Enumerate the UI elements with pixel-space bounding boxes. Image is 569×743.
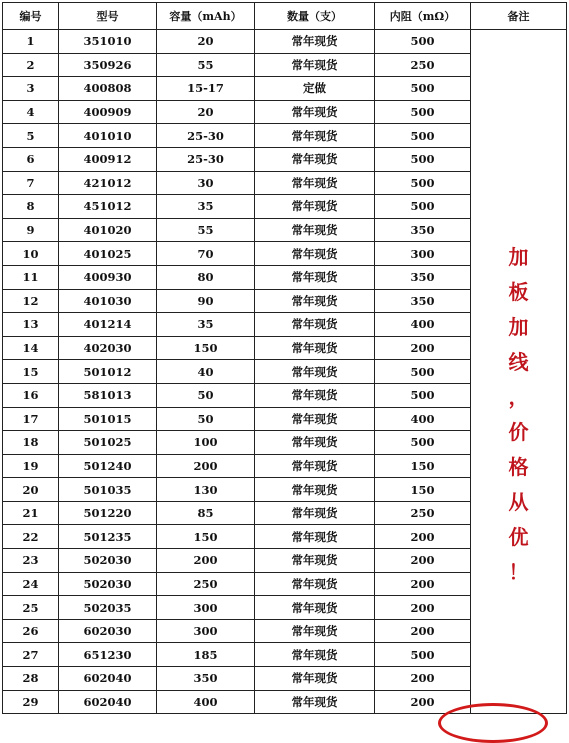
table-body [3, 30, 567, 714]
remark-char: ！ [508, 560, 529, 584]
cell-capacity: 40 [157, 360, 255, 384]
cell-no: 3 [3, 77, 59, 101]
cell-model: 451012 [59, 195, 157, 219]
remark-char: 优 [508, 525, 529, 549]
cell-capacity: 185 [157, 643, 255, 667]
cell-qty: 常年现货 [255, 596, 375, 620]
cell-qty: 常年现货 [255, 431, 375, 455]
cell-qty: 常年现货 [255, 407, 375, 431]
cell-model: 401214 [59, 313, 157, 337]
cell-model: 501012 [59, 360, 157, 384]
cell-qty: 常年现货 [255, 195, 375, 219]
cell-resistance: 500 [375, 171, 471, 195]
cell-qty: 常年现货 [255, 643, 375, 667]
cell-model: 501240 [59, 454, 157, 478]
cell-qty: 常年现货 [255, 360, 375, 384]
header-no: 编号 [3, 3, 59, 30]
remark-char: 价 [508, 420, 529, 444]
cell-capacity: 130 [157, 478, 255, 502]
remark-text [471, 240, 566, 590]
cell-qty: 常年现货 [255, 667, 375, 691]
cell-no: 20 [3, 478, 59, 502]
cell-model: 651230 [59, 643, 157, 667]
cell-qty: 常年现货 [255, 313, 375, 337]
cell-no: 5 [3, 124, 59, 148]
remark-char: 格 [508, 455, 529, 479]
cell-model: 400930 [59, 265, 157, 289]
cell-qty: 定做 [255, 77, 375, 101]
cell-capacity: 80 [157, 265, 255, 289]
cell-resistance: 250 [375, 501, 471, 525]
cell-capacity: 35 [157, 195, 255, 219]
header-capacity: 容量（mAh） [157, 3, 255, 30]
cell-resistance: 200 [375, 619, 471, 643]
cell-resistance: 200 [375, 572, 471, 596]
remark-char: 线 [508, 350, 529, 374]
cell-no: 25 [3, 596, 59, 620]
cell-model: 581013 [59, 383, 157, 407]
cell-capacity: 35 [157, 313, 255, 337]
cell-resistance: 150 [375, 478, 471, 502]
cell-model: 602040 [59, 690, 157, 714]
cell-model: 602040 [59, 667, 157, 691]
cell-capacity: 20 [157, 30, 255, 54]
cell-capacity: 250 [157, 572, 255, 596]
cell-resistance: 200 [375, 525, 471, 549]
cell-capacity: 300 [157, 619, 255, 643]
cell-resistance: 500 [375, 30, 471, 54]
cell-model: 501015 [59, 407, 157, 431]
header-remark: 备注 [471, 3, 567, 30]
cell-model: 501220 [59, 501, 157, 525]
cell-no: 26 [3, 619, 59, 643]
cell-resistance: 350 [375, 289, 471, 313]
cell-resistance: 200 [375, 690, 471, 714]
cell-no: 1 [3, 30, 59, 54]
cell-capacity: 50 [157, 407, 255, 431]
cell-capacity: 25-30 [157, 147, 255, 171]
cell-qty: 常年现货 [255, 383, 375, 407]
cell-capacity: 100 [157, 431, 255, 455]
cell-capacity: 150 [157, 525, 255, 549]
cell-resistance: 200 [375, 549, 471, 573]
cell-no: 16 [3, 383, 59, 407]
cell-no: 6 [3, 147, 59, 171]
cell-no: 29 [3, 690, 59, 714]
cell-resistance: 200 [375, 336, 471, 360]
cell-no: 24 [3, 572, 59, 596]
cell-no: 17 [3, 407, 59, 431]
cell-resistance: 500 [375, 124, 471, 148]
remark-char: 从 [508, 490, 529, 514]
table-row [3, 30, 567, 54]
cell-qty: 常年现货 [255, 525, 375, 549]
cell-no: 19 [3, 454, 59, 478]
cell-no: 2 [3, 53, 59, 77]
cell-qty: 常年现货 [255, 572, 375, 596]
cell-no: 22 [3, 525, 59, 549]
cell-model: 400808 [59, 77, 157, 101]
cell-qty: 常年现货 [255, 30, 375, 54]
header-row [3, 3, 567, 30]
header-resistance: 内阻（mΩ） [375, 3, 471, 30]
cell-capacity: 200 [157, 549, 255, 573]
cell-capacity: 50 [157, 383, 255, 407]
remark-char: 加 [508, 245, 529, 269]
cell-resistance: 200 [375, 596, 471, 620]
header-model: 型号 [59, 3, 157, 30]
cell-model: 501235 [59, 525, 157, 549]
cell-capacity: 30 [157, 171, 255, 195]
cell-model: 502035 [59, 596, 157, 620]
cell-resistance: 500 [375, 147, 471, 171]
cell-no: 9 [3, 218, 59, 242]
cell-no: 10 [3, 242, 59, 266]
cell-qty: 常年现货 [255, 619, 375, 643]
cell-qty: 常年现货 [255, 100, 375, 124]
cell-resistance: 250 [375, 53, 471, 77]
cell-capacity: 400 [157, 690, 255, 714]
cell-no: 14 [3, 336, 59, 360]
cell-qty: 常年现货 [255, 549, 375, 573]
cell-resistance: 500 [375, 77, 471, 101]
cell-model: 502030 [59, 549, 157, 573]
cell-resistance: 400 [375, 313, 471, 337]
cell-capacity: 15-17 [157, 77, 255, 101]
remark-cell [471, 30, 567, 714]
cell-no: 12 [3, 289, 59, 313]
cell-qty: 常年现货 [255, 171, 375, 195]
cell-qty: 常年现货 [255, 690, 375, 714]
cell-no: 18 [3, 431, 59, 455]
cell-model: 501035 [59, 478, 157, 502]
cell-no: 28 [3, 667, 59, 691]
cell-resistance: 500 [375, 195, 471, 219]
cell-resistance: 500 [375, 383, 471, 407]
cell-qty: 常年现货 [255, 242, 375, 266]
cell-capacity: 200 [157, 454, 255, 478]
cell-capacity: 300 [157, 596, 255, 620]
cell-resistance: 500 [375, 431, 471, 455]
cell-qty: 常年现货 [255, 218, 375, 242]
cell-qty: 常年现货 [255, 147, 375, 171]
cell-model: 351010 [59, 30, 157, 54]
cell-qty: 常年现货 [255, 289, 375, 313]
cell-capacity: 20 [157, 100, 255, 124]
cell-no: 11 [3, 265, 59, 289]
header-qty: 数量（支） [255, 3, 375, 30]
cell-resistance: 350 [375, 265, 471, 289]
remark-char: 加 [508, 315, 529, 339]
cell-model: 602030 [59, 619, 157, 643]
cell-no: 4 [3, 100, 59, 124]
cell-capacity: 55 [157, 53, 255, 77]
cell-model: 401010 [59, 124, 157, 148]
cell-model: 501025 [59, 431, 157, 455]
battery-spec-table [2, 2, 567, 714]
cell-qty: 常年现货 [255, 478, 375, 502]
cell-no: 13 [3, 313, 59, 337]
cell-no: 8 [3, 195, 59, 219]
cell-qty: 常年现货 [255, 454, 375, 478]
cell-resistance: 350 [375, 218, 471, 242]
cell-resistance: 200 [375, 667, 471, 691]
cell-model: 502030 [59, 572, 157, 596]
cell-no: 7 [3, 171, 59, 195]
cell-capacity: 90 [157, 289, 255, 313]
cell-no: 23 [3, 549, 59, 573]
cell-qty: 常年现货 [255, 124, 375, 148]
cell-model: 350926 [59, 53, 157, 77]
cell-no: 27 [3, 643, 59, 667]
cell-resistance: 500 [375, 360, 471, 384]
cell-qty: 常年现货 [255, 265, 375, 289]
cell-capacity: 85 [157, 501, 255, 525]
cell-qty: 常年现货 [255, 53, 375, 77]
cell-resistance: 400 [375, 407, 471, 431]
cell-resistance: 150 [375, 454, 471, 478]
cell-model: 400912 [59, 147, 157, 171]
cell-model: 421012 [59, 171, 157, 195]
cell-qty: 常年现货 [255, 336, 375, 360]
cell-resistance: 500 [375, 643, 471, 667]
cell-no: 15 [3, 360, 59, 384]
remark-char: 板 [508, 280, 529, 304]
cell-qty: 常年现货 [255, 501, 375, 525]
cell-resistance: 300 [375, 242, 471, 266]
cell-capacity: 150 [157, 336, 255, 360]
cell-capacity: 55 [157, 218, 255, 242]
cell-capacity: 70 [157, 242, 255, 266]
cell-model: 400909 [59, 100, 157, 124]
cell-capacity: 350 [157, 667, 255, 691]
cell-model: 401030 [59, 289, 157, 313]
cell-model: 402030 [59, 336, 157, 360]
cell-model: 401025 [59, 242, 157, 266]
cell-model: 401020 [59, 218, 157, 242]
red-stamp-seal [438, 703, 548, 743]
cell-capacity: 25-30 [157, 124, 255, 148]
cell-no: 21 [3, 501, 59, 525]
remark-char: ， [508, 385, 529, 409]
cell-resistance: 500 [375, 100, 471, 124]
